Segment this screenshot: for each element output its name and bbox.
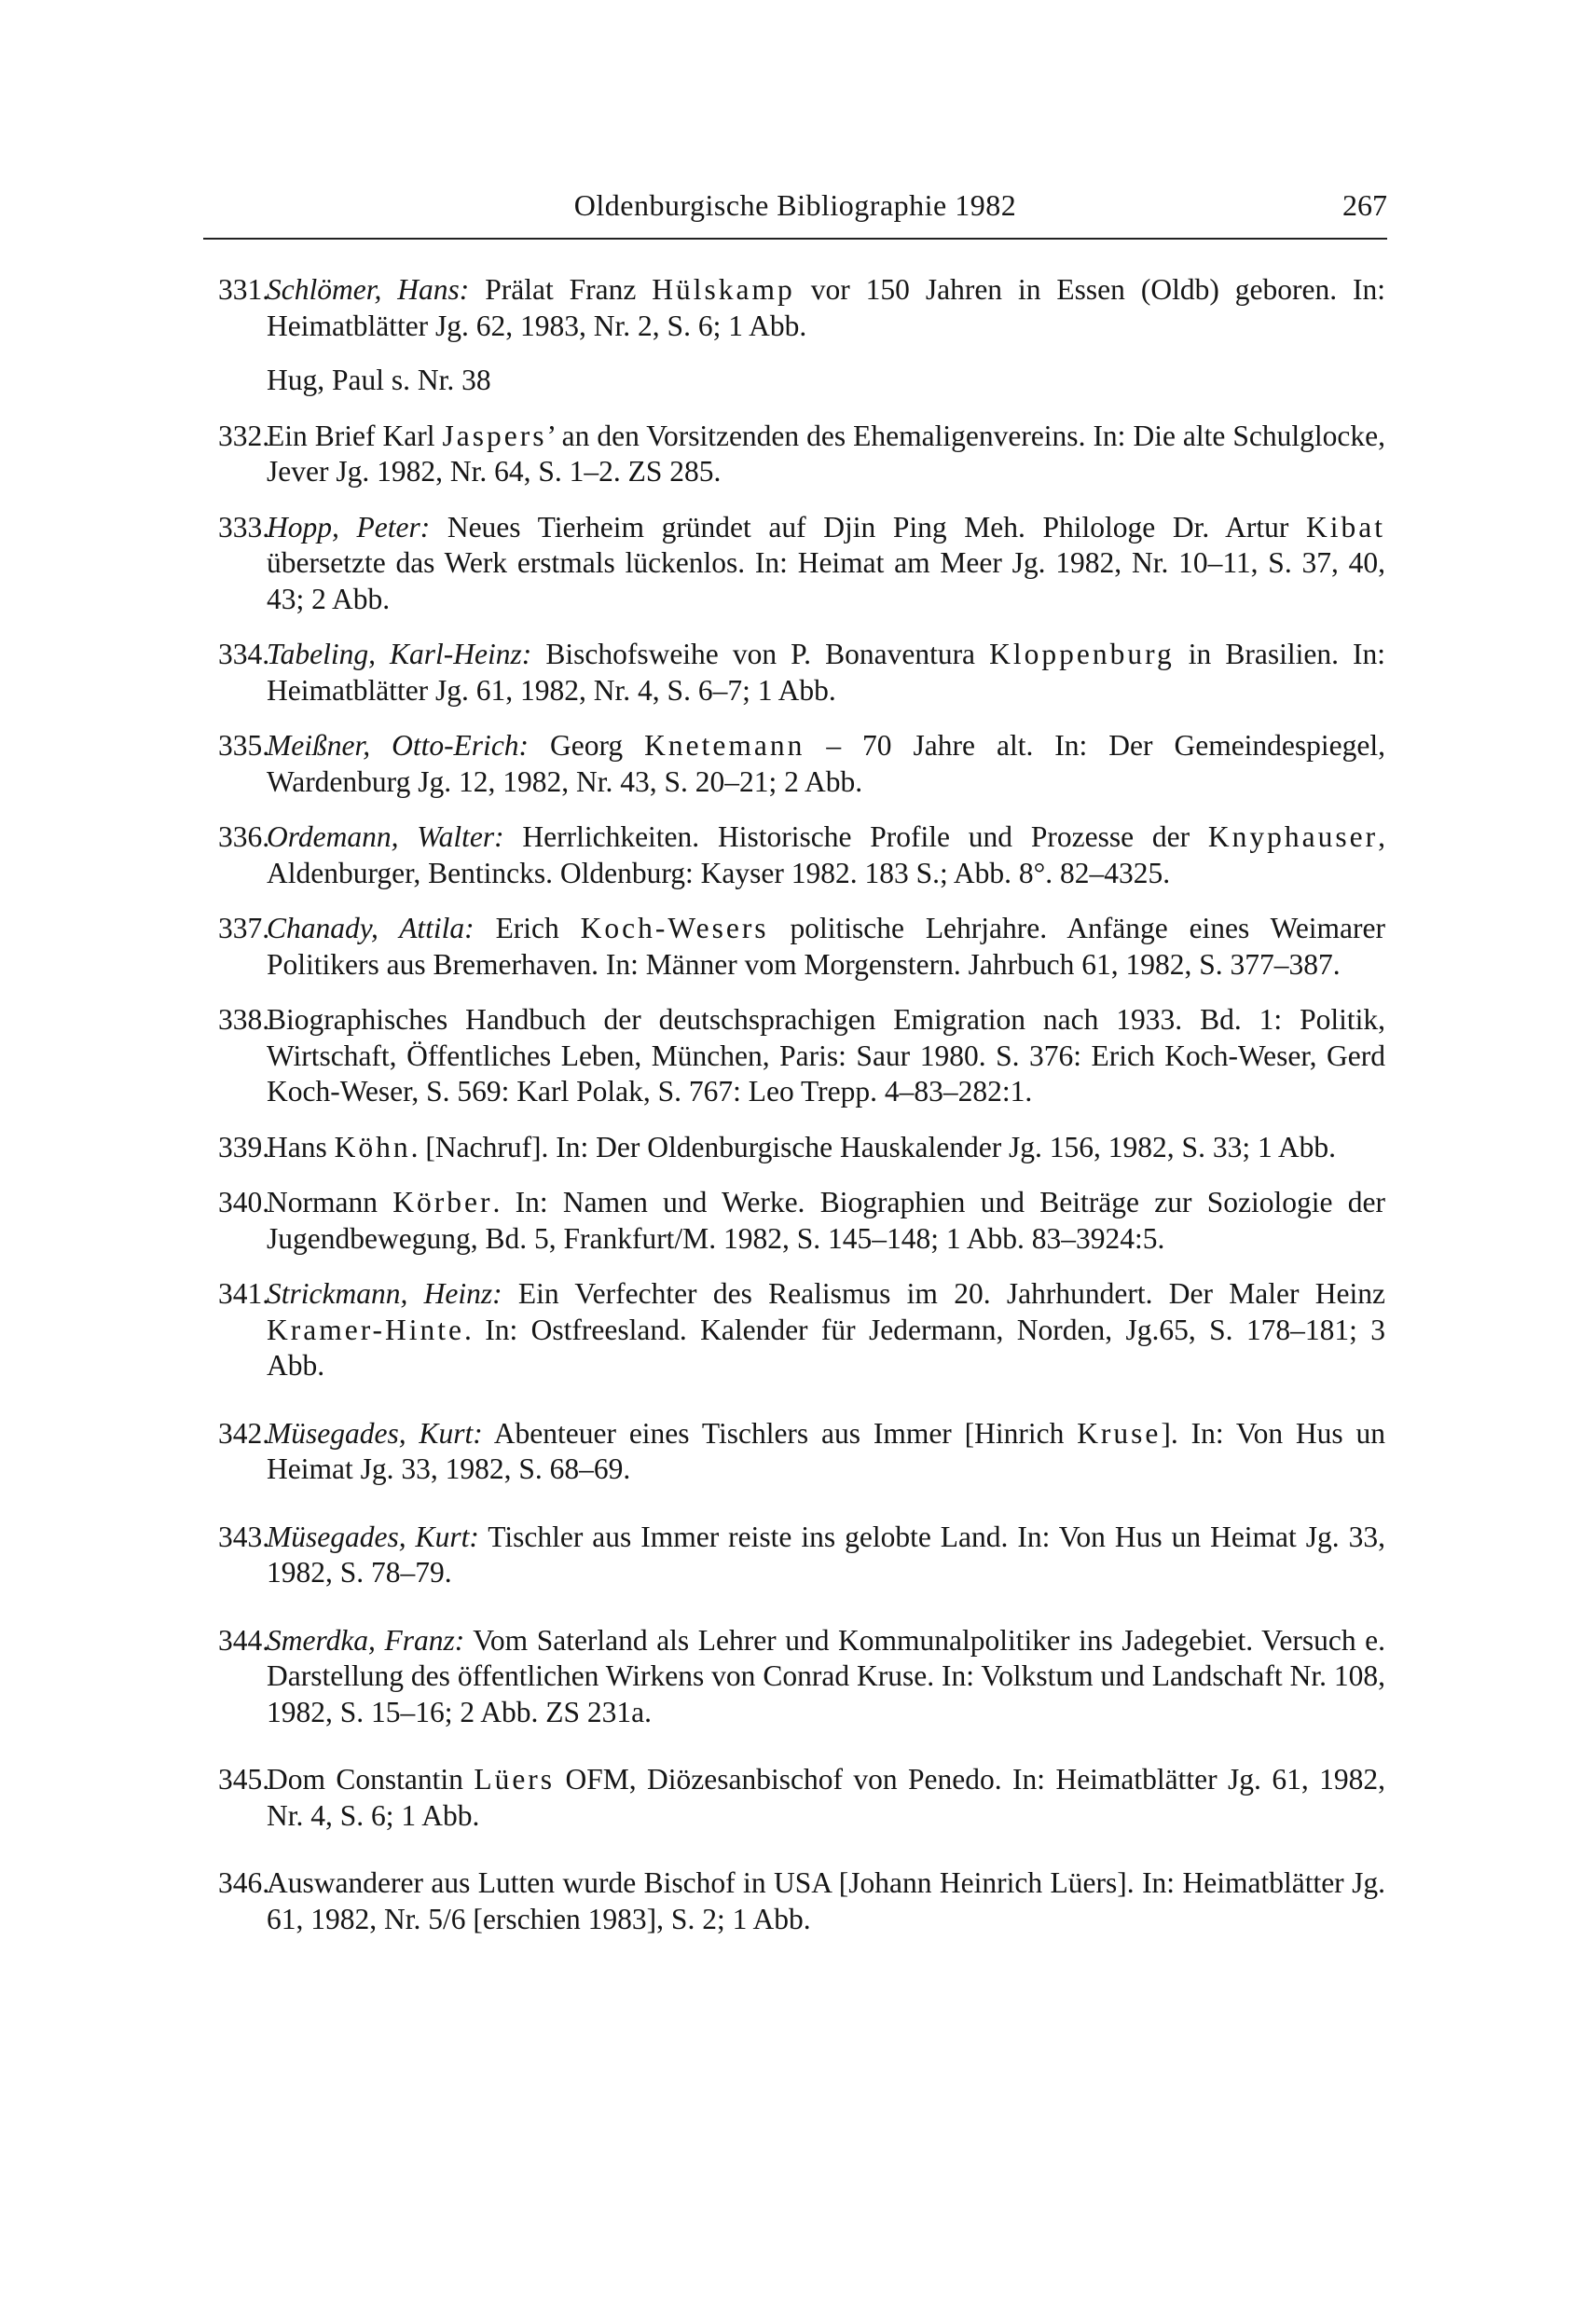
entry-text: – 70 Jahre alt. In: Der Gemeindespiegel, Wardenburg Jg. 12, 1982, Nr. 43, S. 20–21; 2 Abb. [267, 729, 1386, 798]
entry-number: 345. [218, 1763, 270, 1796]
entry-author: Tabeling, Karl-Heinz: [267, 638, 532, 670]
entry-author: Hopp, Peter: [267, 510, 431, 544]
bibliography-entry-332 [218, 419, 1385, 490]
entry-number: 335. [218, 729, 270, 762]
entry-number: 332. [218, 419, 270, 452]
entry-text: Ein Brief Karl [267, 419, 443, 452]
entry-text: Dom Constantin [267, 1763, 475, 1796]
bibliography-entry-337 [218, 911, 1385, 983]
running-header [203, 188, 1387, 244]
entry-text: Vom Saterland als Lehrer und Kommunalpolitiker ins Jadegebiet. Versuch e. Darstellung des öffentlichen Wirkens von Conrad Kruse. In: Volkstum und Landschaft Nr. 108, 1982, S. 15–16; 2 Abb. ZS 231a. [267, 1623, 1385, 1728]
entry-text: Herrlichkeiten. Historische Profile und Prozesse der [503, 820, 1208, 853]
bibliography-entry-346 [218, 1865, 1385, 1937]
entry-number: 339. [218, 1130, 270, 1163]
bibliography-entry-336 [218, 819, 1385, 891]
entry-text: politische Lehrjahre. Anfänge eines Weimarer Politikers aus Bremerhaven. In: Männer vom Morgenstern. Jahrbuch 61, 1982, S. 377–387. [267, 912, 1385, 981]
entry-text: . [Nachruf]. In: Der Oldenburgische Hauskalender Jg. 156, 1982, S. 33; 1 Abb. [410, 1130, 1336, 1163]
entry-author: Smerdka, Franz: [267, 1623, 465, 1657]
entry-spaced-name: Körber [392, 1186, 493, 1218]
entry-text: Abenteuer eines Tischlers aus Immer [Hinrich [482, 1416, 1078, 1450]
bibliography-entry-338 [218, 1002, 1385, 1110]
header-rule [203, 238, 1387, 240]
reference-spaced-name: Hug [267, 364, 318, 396]
entry-text: Normann [267, 1186, 393, 1218]
entry-number: 333. [218, 510, 270, 544]
entry-number: 331. [218, 273, 270, 306]
entry-author: Ordemann, Walter: [267, 820, 504, 853]
entry-spaced-name: Kruse [1077, 1416, 1162, 1450]
entry-number: 346. [218, 1866, 270, 1899]
entry-spaced-name: Hülskamp [652, 273, 795, 306]
entry-author: Meißner, Otto-Erich: [267, 729, 530, 762]
entry-text: OFM, Diözesanbischof von Penedo. In: Heimatblätter Jg. 61, 1982, Nr. 4, S. 6; 1 Abb. [267, 1763, 1385, 1832]
bibliography-entry-345 [218, 1762, 1385, 1834]
entry-spaced-name: Kibat [1306, 510, 1385, 544]
bibliography-entry-343 [218, 1520, 1385, 1591]
entry-number: 336. [218, 820, 270, 853]
entry-spaced-name: Jaspers [442, 419, 547, 452]
entry-number: 341. [218, 1277, 270, 1310]
bibliography-entry-333 [218, 510, 1385, 618]
entry-text: Neues Tierheim gründet auf Djin Ping Meh. Philologe Dr. Artur [430, 510, 1307, 544]
entry-number: 334. [218, 638, 270, 670]
entry-text: ’ an den Vorsitzenden des Ehemaligenvereins. In: Die alte Schulglocke, Jever Jg. 1982, Nr. 64, S. 1–2. ZS 285. [267, 419, 1385, 488]
entry-spaced-name: Kramer-Hinte [267, 1313, 465, 1346]
entry-text: vor 150 Jahren in Essen (Oldb) geboren. In: Heimatblätter Jg. 62, 1983, Nr. 2, S. 6; 1 Abb. [267, 273, 1385, 342]
bibliography-entry-334 [218, 637, 1385, 709]
entry-number: 340. [218, 1186, 270, 1218]
entry-spaced-name: Knyphauser [1207, 820, 1379, 853]
entry-text: Auswanderer aus Lutten wurde Bischof in USA [Johann Heinrich Lüers]. In: Heimatblätter Jg. 61, 1982, Nr. 5/6 [erschien 1983], S. 2; 1 Abb. [267, 1866, 1385, 1935]
entry-text: Ein Verfechter des Realismus im 20. Jahrhundert. Der Maler Heinz [502, 1277, 1385, 1310]
bibliography-entry-341 [218, 1276, 1385, 1384]
entry-text: . In: Namen und Werke. Biographien und Beiträge zur Soziologie der Jugendbewegung, Bd. 5, Frankfurt/M. 1982, S. 145–148; 1 Abb. 83–3924:5. [267, 1186, 1385, 1255]
entry-number: 344. [218, 1623, 270, 1657]
bibliography-list [218, 272, 1385, 1937]
entry-number: 337. [218, 912, 270, 944]
entry-text: Tischler aus Immer reiste ins gelobte Land. In: Von Hus un Heimat Jg. 33, 1982, S. 78–79. [267, 1520, 1385, 1589]
entry-spaced-name: Knetemann [644, 729, 805, 762]
entry-text: Prälat Franz [469, 273, 653, 306]
reference-text: , Paul s. Nr. 38 [317, 364, 491, 396]
entry-author: Schlömer, Hans: [267, 273, 470, 306]
entry-spaced-name: Köhn [334, 1130, 411, 1163]
entry-text: Biographisches Handbuch der deutschsprachigen Emigration nach 1933. Bd. 1: Politik, Wirtschaft, Öffentliches Leben, München, Paris: Saur 1980. S. 376: Erich Koch-Weser, Gerd Koch-Weser, S. 569: Karl Polak, S. 767: Leo Trepp. 4–83–282:1. [267, 1003, 1385, 1108]
bibliography-entry-339 [218, 1130, 1385, 1166]
entry-spaced-name: Lüers [474, 1763, 556, 1796]
entry-text: ]. In: Von Hus un Heimat Jg. 33, 1982, S. 68–69. [267, 1416, 1386, 1485]
bibliography-entry-331 [218, 272, 1385, 344]
entry-number: 343. [218, 1520, 270, 1553]
entry-text: , Aldenburger, Bentincks. Oldenburg: Kayser 1982. 183 S.; Abb. 8°. 82–4325. [267, 820, 1385, 889]
entry-author: Müsegades, Kurt: [267, 1416, 483, 1450]
entry-text: Bischofsweihe von P. Bonaventura [531, 638, 990, 670]
entry-text: übersetzte das Werk erstmals lückenlos. In: Heimat am Meer Jg. 1982, Nr. 10–11, S. 37, 40, 43; 2 Abb. [267, 546, 1385, 615]
entry-spaced-name: Koch-Wesers [580, 912, 769, 944]
entry-number: 342. [218, 1416, 270, 1450]
entry-text: Hans [267, 1130, 335, 1163]
bibliography-entry-344 [218, 1623, 1385, 1731]
entry-text: in Brasilien. In: Heimatblätter Jg. 61, 1982, Nr. 4, S. 6–7; 1 Abb. [267, 638, 1385, 707]
cross-reference [218, 363, 1385, 399]
header-title: Oldenburgische Bibliographie 1982 [573, 188, 1017, 222]
entry-spaced-name: Kloppenburg [989, 638, 1175, 670]
entry-text: Erich [474, 912, 581, 944]
entry-author: Chanady, Attila: [267, 912, 475, 944]
entry-text: . In: Ostfreesland. Kalender für Jedermann, Norden, Jg.65, S. 178–181; 3 Abb. [267, 1313, 1385, 1382]
bibliography-entry-335 [218, 728, 1385, 800]
entry-author: Müsegades, Kurt: [267, 1520, 479, 1553]
entry-author: Strickmann, Heinz: [267, 1277, 502, 1310]
entry-number: 338. [218, 1003, 270, 1036]
page-number: 267 [1342, 188, 1387, 222]
entry-text: Georg [529, 729, 645, 762]
bibliography-entry-342 [218, 1416, 1385, 1488]
bibliography-entry-340 [218, 1185, 1385, 1257]
